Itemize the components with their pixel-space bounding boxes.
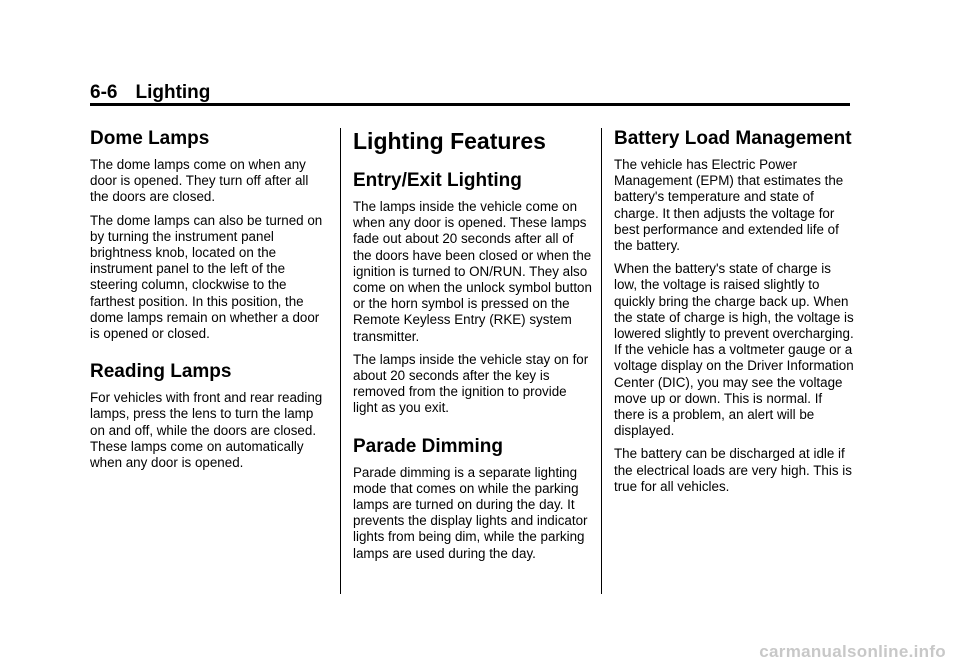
lighting-features-heading: Lighting Features xyxy=(353,128,546,154)
column-1 xyxy=(90,128,330,478)
entry-exit-paragraph-1: The lamps inside the vehicle come on when any door is opened. These lamps fade out about 20 seconds after all of the doors have been closed or when the ignition is turned to ON/RUN. They also come on when the unlock symbol button or the horn symbol is pressed on the Remote Keyless Entry (RKE) system transmitter. xyxy=(353,199,592,344)
battery-paragraph-3: The battery can be discharged at idle if the electrical loads are very high. This is true for all vehicles. xyxy=(614,446,852,494)
dome-lamps-paragraph-2: The dome lamps can also be turned on by turning the instrument panel brightness knob, located on the instrument panel to the left of the steering column, clockwise to the farthest position. In this position, the dome lamps remain on whether a door is opened or closed. xyxy=(90,212,323,342)
parade-dimming-paragraph-1: Parade dimming is a separate lighting mode that comes on while the parking lamps are turned on during the day. It prevents the display lights and indicator lights from being dim, while the parking lamps are used during the day. xyxy=(353,464,588,561)
entry-exit-lighting-heading: Entry/Exit Lighting xyxy=(353,170,522,191)
battery-paragraph-1: The vehicle has Electric Power Management (EPM) that estimates the battery's temperature and state of charge. It then adjusts the voltage for best performance and extended life of the battery. xyxy=(614,157,844,254)
column-2 xyxy=(353,128,593,569)
section-title: Lighting xyxy=(135,82,211,103)
battery-paragraph-2: When the battery's state of charge is low, the voltage is raised slightly to quickly bring the charge back up. When the state of charge is high, the voltage is lowered slightly to prevent overcharging. If the vehicle has a voltmeter gauge or a voltage display on the Driver Information Center (DIC), you may see the voltage move up or down. This is normal. If there is a problem, an alert will be displayed. xyxy=(614,261,854,439)
watermark: carmanualsonline.info xyxy=(759,642,946,661)
page-number: 6-6 xyxy=(90,82,118,103)
entry-exit-paragraph-2: The lamps inside the vehicle stay on for about 20 seconds after the key is removed from the ignition to provide light as you exit. xyxy=(353,351,589,416)
reading-lamps-heading: Reading Lamps xyxy=(90,361,232,383)
page-header xyxy=(90,82,850,104)
parade-dimming-heading: Parade Dimming xyxy=(353,435,503,457)
header-rule xyxy=(90,103,850,106)
column-divider-1 xyxy=(340,128,341,594)
dome-lamps-paragraph-1: The dome lamps come on when any door is opened. They turn off after all the doors are closed. xyxy=(90,157,309,205)
dome-lamps-heading: Dome Lamps xyxy=(90,128,210,149)
column-3 xyxy=(614,128,854,502)
column-divider-2 xyxy=(601,128,602,594)
battery-load-heading: Battery Load Management xyxy=(614,128,852,149)
reading-lamps-paragraph-1: For vehicles with front and rear reading lamps, press the lens to turn the lamp on and off, while the doors are closed. These lamps come on automatically when any door is opened. xyxy=(90,390,323,471)
